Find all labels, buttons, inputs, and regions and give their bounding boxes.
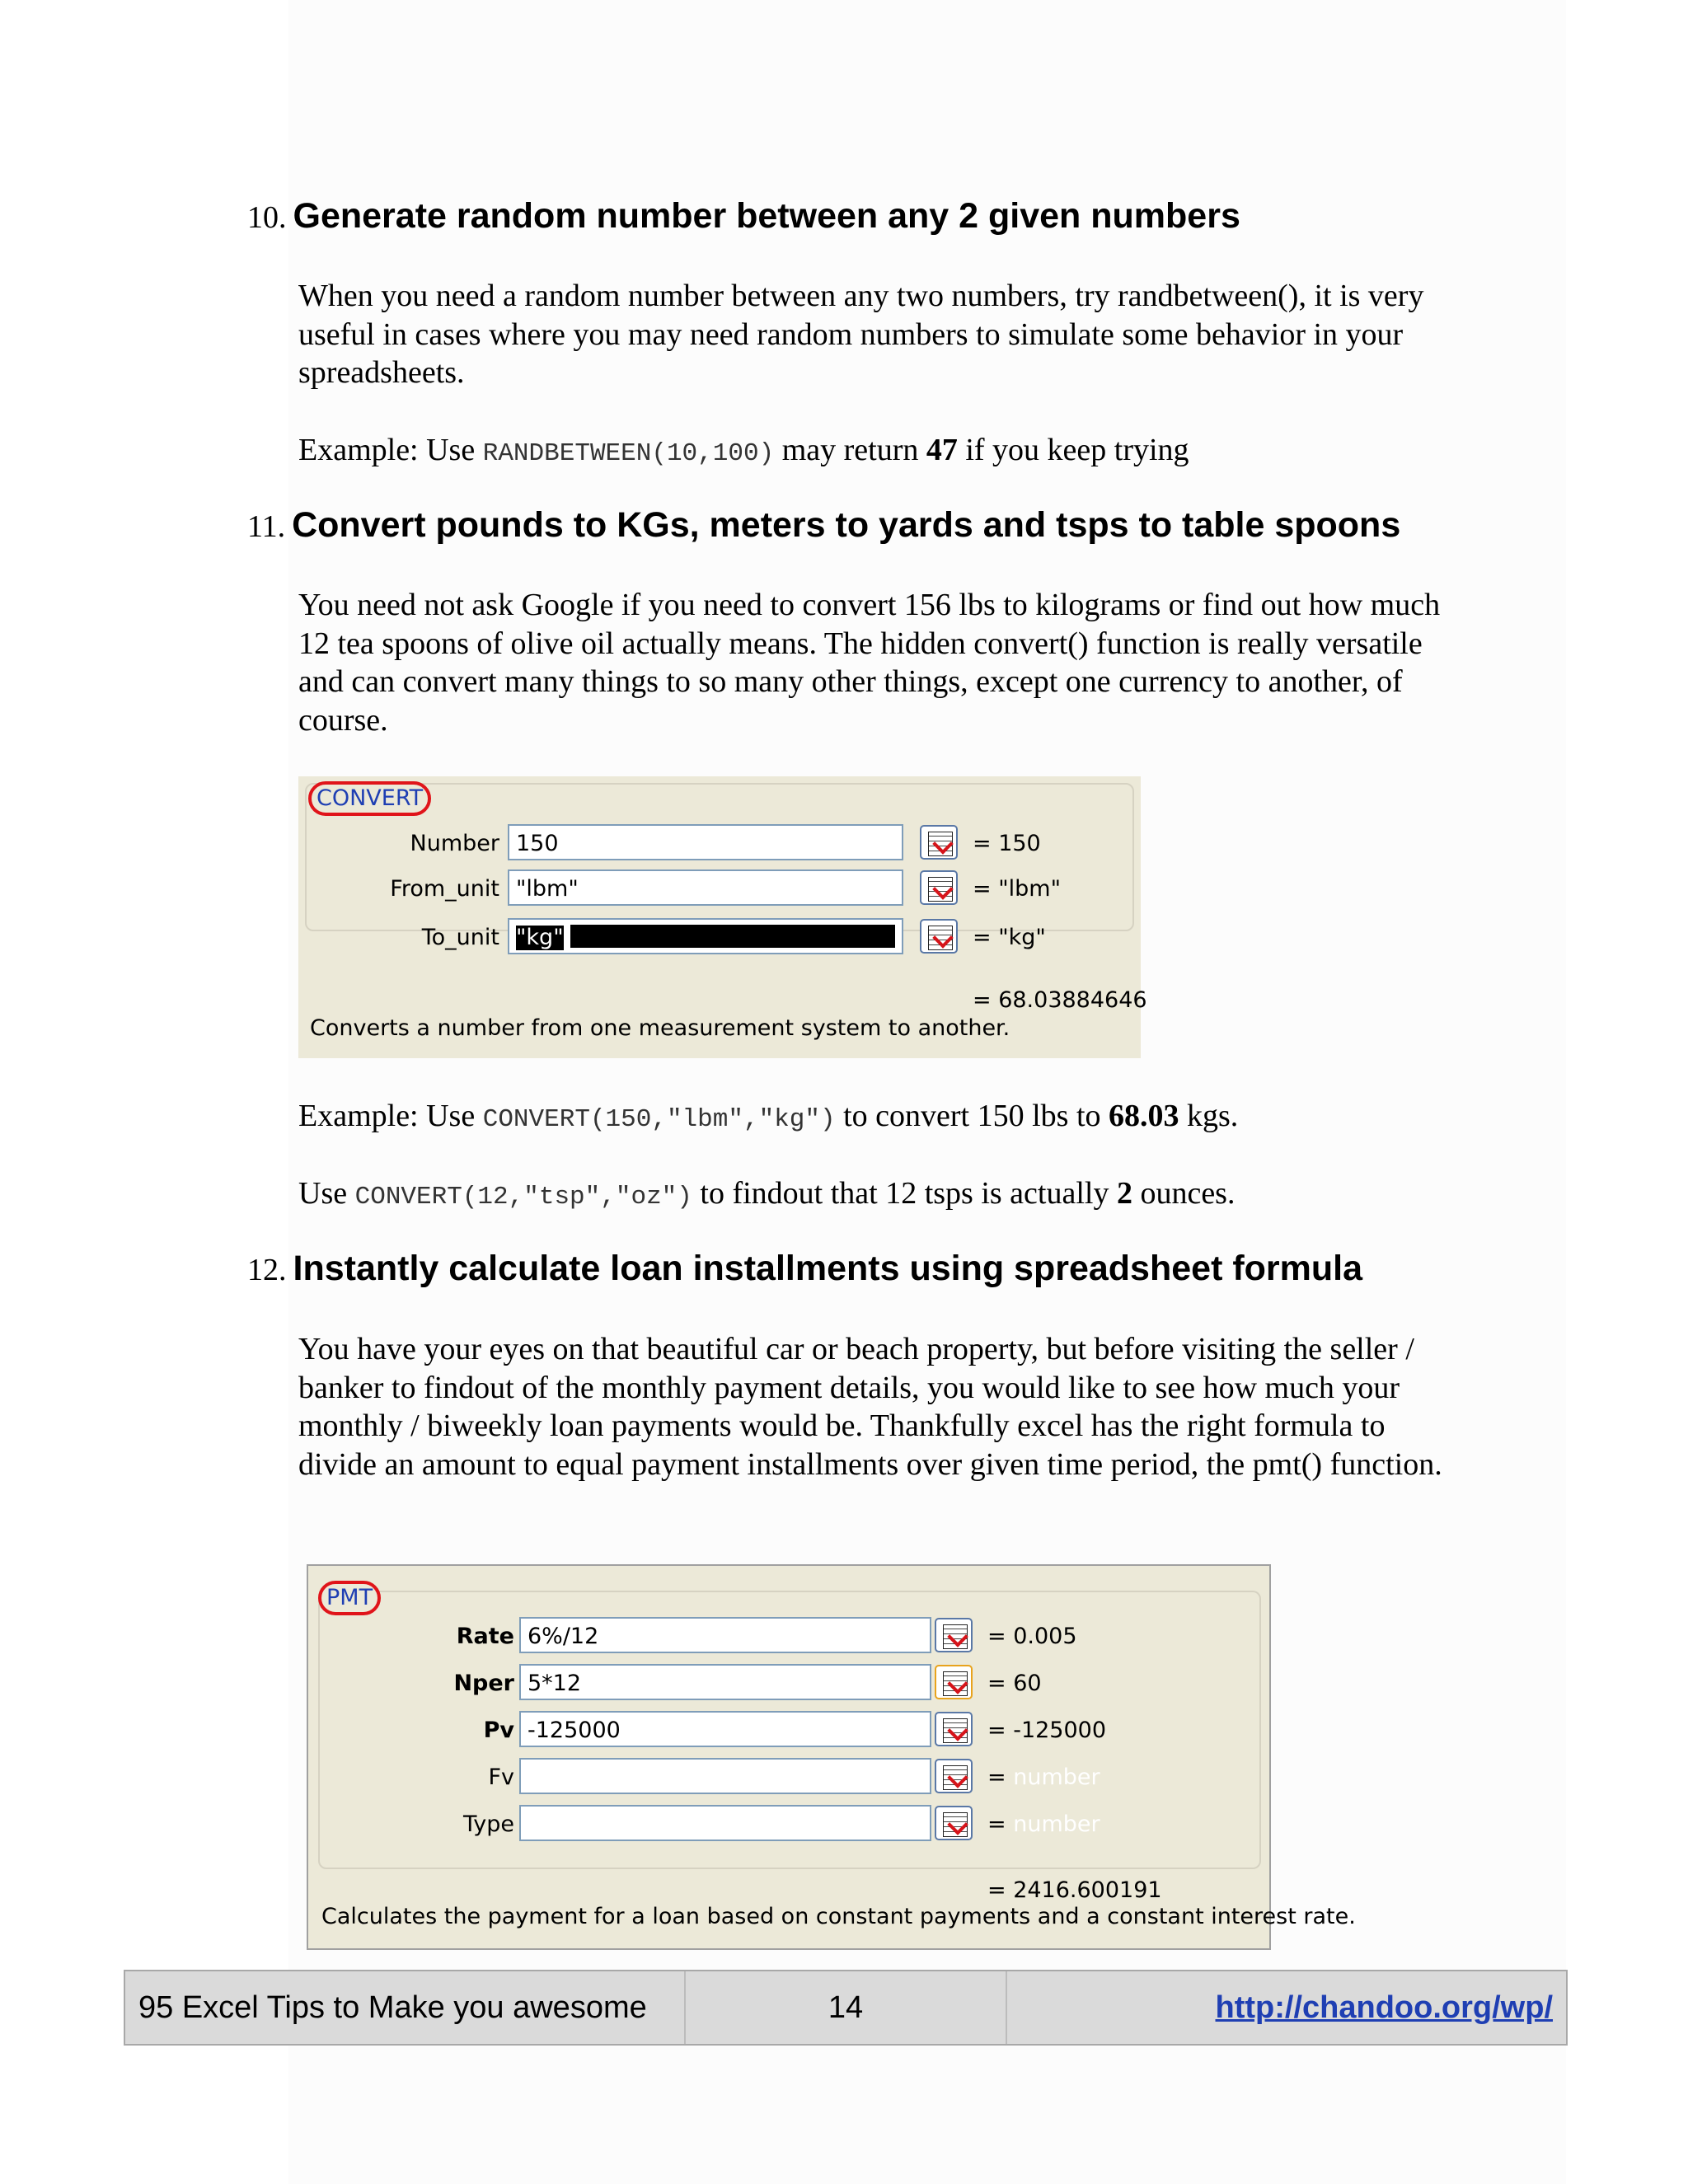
equals-sign: = xyxy=(987,1811,1014,1837)
section-12-body xyxy=(298,1330,1469,1483)
paragraph: When you need a random number between any two numbers, try randbetween(), it is very useful in cases where you may need random numbers to simulate some behavior in your spreadsheets. xyxy=(298,279,1424,390)
arg-input-pv[interactable]: -125000 xyxy=(519,1711,931,1747)
section-number: 11. xyxy=(247,509,286,544)
section-title: Convert pounds to KGs, meters to yards and tsps to table spoons xyxy=(292,505,1401,545)
example-prefix: Use xyxy=(298,1176,355,1211)
paragraph: You need not ask Google if you need to convert 156 lbs to kilograms or find out how much 12 tea spoons of olive oil actually means. The hidden convert() function is really versatile and can convert many things to so many other things, except one currency to another, of course. xyxy=(298,588,1441,738)
section-title: Instantly calculate loan installments using spreadsheet formula xyxy=(293,1249,1363,1288)
example-prefix: Example: Use xyxy=(298,433,483,467)
function-description: Converts a number from one measurement system to another. xyxy=(310,1015,1010,1041)
arg-label-fv: Fv xyxy=(488,1765,514,1790)
arg-result-nper: = 60 xyxy=(987,1671,1042,1696)
arg-input-type[interactable] xyxy=(519,1805,931,1841)
section-number: 12. xyxy=(247,1253,287,1287)
arg-input-rate[interactable]: 6%/12 xyxy=(519,1617,931,1653)
section-heading-11 xyxy=(247,505,1400,546)
arg-input-nper[interactable]: 5*12 xyxy=(519,1664,931,1700)
placeholder-hint: number xyxy=(1013,1811,1100,1837)
arg-label-from-unit: From_unit xyxy=(390,876,499,902)
collapse-dialog-icon[interactable] xyxy=(935,1806,973,1840)
convert-function-dialog xyxy=(298,776,1147,1058)
footer-link-cell xyxy=(1007,1971,1566,2044)
arg-result-number: = 150 xyxy=(973,831,1041,856)
section-title: Generate random number between any 2 given numbers xyxy=(293,196,1240,236)
arg-result-pv: = -125000 xyxy=(987,1718,1107,1743)
example-suffix: ounces. xyxy=(1132,1176,1236,1211)
arg-input-from-unit[interactable]: "lbm" xyxy=(508,869,903,906)
collapse-dialog-icon[interactable] xyxy=(920,870,958,905)
arg-label-number: Number xyxy=(410,831,499,856)
example-suffix: if you keep trying xyxy=(957,433,1189,467)
collapse-dialog-icon[interactable] xyxy=(935,1618,973,1652)
arg-result-type xyxy=(987,1811,1100,1837)
placeholder-hint: number xyxy=(1013,1765,1100,1790)
collapse-dialog-icon[interactable] xyxy=(920,825,958,860)
arg-label-to-unit: To_unit xyxy=(421,925,499,950)
arg-input-number[interactable]: 150 xyxy=(508,824,903,860)
page-number: 14 xyxy=(686,1971,1007,2044)
selection-highlight xyxy=(570,925,895,948)
collapse-dialog-icon[interactable] xyxy=(935,1759,973,1793)
example-code: CONVERT(150,"lbm","kg") xyxy=(482,1105,836,1134)
selected-text: "kg" xyxy=(516,925,564,950)
function-name-badge: PMT xyxy=(318,1581,381,1615)
example-mid: to findout that 12 tsps is actually xyxy=(692,1176,1117,1211)
section-11-body xyxy=(298,586,1469,739)
section-11-example-2 xyxy=(298,1174,1469,1217)
footer-link[interactable]: http://chandoo.org/wp/ xyxy=(1215,1990,1553,2025)
section-heading-12 xyxy=(247,1249,1362,1289)
equals-sign: = xyxy=(987,1765,1014,1790)
arg-input-to-unit[interactable] xyxy=(508,918,903,954)
collapse-dialog-icon[interactable] xyxy=(935,1712,973,1746)
section-number: 10. xyxy=(247,200,287,235)
example-mid: may return xyxy=(774,433,926,467)
footer-title: 95 Excel Tips to Make you awesome xyxy=(125,1971,686,2044)
arg-label-pv: Pv xyxy=(483,1718,514,1743)
arg-result-fv xyxy=(987,1765,1100,1790)
function-description: Calculates the payment for a loan based on constant payments and a constant interest rate. xyxy=(321,1904,1356,1929)
paragraph: You have your eyes on that beautiful car or beach property, but before visiting the seller / banker to findout of the monthly payment details, you would like to see how much your monthly / biweekly loan payments would be. Thankfully excel has the right formula to divide an amount to equal payment installments over given time period, the pmt() function. xyxy=(298,1332,1442,1482)
example-bold: 68.03 xyxy=(1109,1099,1179,1133)
arg-label-rate: Rate xyxy=(456,1624,514,1649)
arg-result-to-unit: = "kg" xyxy=(973,925,1046,950)
example-code: RANDBETWEEN(10,100) xyxy=(482,439,775,468)
collapse-dialog-icon[interactable] xyxy=(920,919,958,954)
formula-result: = 2416.600191 xyxy=(987,1877,1162,1903)
example-suffix: kgs. xyxy=(1179,1099,1239,1133)
example-prefix: Example: Use xyxy=(298,1099,483,1133)
formula-result: = 68.03884646 xyxy=(973,987,1147,1013)
page-footer xyxy=(124,1970,1568,2046)
pmt-function-dialog xyxy=(307,1564,1356,1950)
arg-input-fv[interactable] xyxy=(519,1758,931,1794)
collapse-dialog-icon[interactable] xyxy=(935,1665,973,1699)
arg-label-nper: Nper xyxy=(453,1671,514,1696)
arg-result-rate: = 0.005 xyxy=(987,1624,1077,1649)
section-10-body xyxy=(298,277,1469,392)
example-mid: to convert 150 lbs to xyxy=(835,1099,1109,1133)
section-10-example xyxy=(298,431,1469,474)
example-code: CONVERT(12,"tsp","oz") xyxy=(354,1183,692,1212)
arg-result-from-unit: = "lbm" xyxy=(973,876,1061,902)
function-name-badge: CONVERT xyxy=(308,781,431,816)
section-11-example-1 xyxy=(298,1097,1469,1140)
section-heading-10 xyxy=(247,196,1240,237)
example-bold: 47 xyxy=(926,433,958,467)
arg-label-type: Type xyxy=(462,1811,514,1837)
example-bold: 2 xyxy=(1116,1176,1132,1211)
